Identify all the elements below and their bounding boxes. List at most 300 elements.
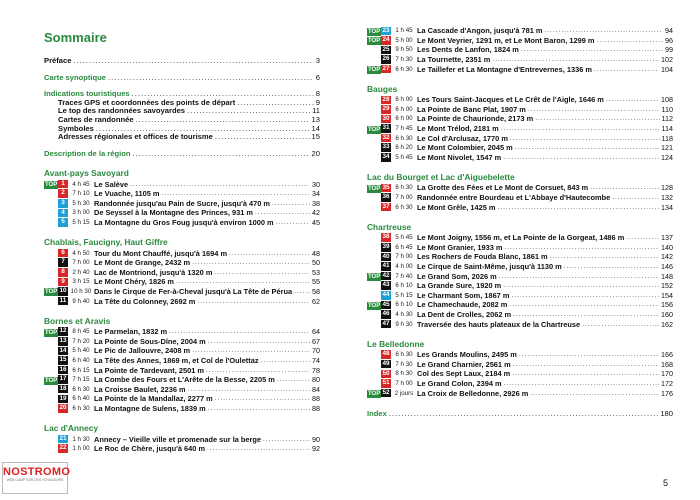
route-entry[interactable]: [44, 365, 320, 375]
route-name: Le Mont Joigny, 1556 m, et La Pointe de la Gorgeat, 1486 m: [417, 233, 625, 243]
route-name: De Seyssel à la Montagne des Princes, 931 m: [94, 208, 253, 218]
leader-dots: [596, 37, 663, 44]
route-entry[interactable]: [367, 105, 673, 115]
leader-dots: [208, 405, 310, 412]
toc-page: 8: [315, 89, 320, 99]
toc-page: 20: [311, 148, 320, 158]
leader-dots: [206, 367, 310, 374]
toc-page: 6: [315, 72, 320, 82]
toc-label: Description de la région: [44, 148, 131, 158]
route-section: [367, 172, 673, 212]
route-page: 34: [312, 189, 320, 199]
route-duration: 6 h 00: [395, 96, 413, 104]
toc-label: Préface: [44, 56, 72, 65]
route-number: 6: [58, 249, 68, 258]
route-entry[interactable]: [44, 287, 320, 297]
route-page: 53: [312, 267, 320, 277]
route-page: 146: [661, 261, 673, 271]
route-number: 27: [382, 64, 390, 72]
leader-dots: [513, 311, 659, 318]
toc-page: 14: [311, 123, 320, 133]
route-page: 42: [312, 208, 320, 218]
leader-dots: [263, 436, 310, 443]
route-page: 140: [661, 242, 673, 252]
route-entry[interactable]: [44, 356, 320, 366]
route-duration: 6 h 30: [395, 351, 413, 359]
route-duration: 6 h 15: [72, 366, 90, 374]
route-number: 33: [382, 143, 390, 151]
route-duration: 6 h 30: [395, 65, 413, 73]
route-name: Dans le Cirque de Fer-à-Cheval jusqu'à La Tête de Pérua: [94, 286, 293, 296]
toc-label: Indications touristiques: [44, 89, 130, 99]
route-entry[interactable]: [44, 394, 320, 404]
route-page: 45: [312, 218, 320, 228]
leader-dots: [237, 99, 314, 108]
route-number: 18: [59, 384, 67, 392]
top-badge-slot: [367, 388, 381, 398]
toc-label: Le top des randonnées savoyardes: [58, 106, 186, 116]
route-name: Le Grand Charnier, 2561 m: [417, 359, 511, 369]
route-section: [44, 423, 320, 453]
top-badge-slot: [44, 286, 58, 296]
route-page: 128: [661, 183, 673, 193]
route-name: Le Taillefer et La Montagne d'Entrevernes, 1336 m: [417, 64, 592, 74]
route-number: 16: [59, 365, 67, 373]
top-badge-slot: [44, 327, 58, 337]
leader-dots: [521, 46, 663, 53]
leader-dots: [176, 278, 310, 285]
toc-entry[interactable]: [44, 133, 320, 142]
toc-entry[interactable]: [44, 74, 320, 83]
leader-dots: [499, 273, 659, 280]
route-page: 88: [312, 403, 320, 413]
route-number: 50: [382, 369, 390, 377]
route-name: La Cascade d'Angon, jusqu'à 781 m: [417, 26, 543, 36]
leader-dots: [261, 357, 310, 364]
route-name: Les Rochers de Fouda Blanc, 1861 m: [417, 252, 548, 262]
leader-dots: [594, 66, 659, 73]
route-duration: 7 h 00: [395, 194, 413, 202]
toc-page: 15: [311, 132, 320, 142]
top-badge: TOP: [368, 126, 381, 133]
route-name: Annecy – Vieille ville et promenade sur la berge: [94, 434, 262, 444]
route-name: Le Parmelan, 1832 m: [94, 327, 168, 337]
leader-dots: [169, 328, 310, 335]
route-entry[interactable]: [367, 202, 673, 212]
logo-tagline: WEB CAMPTOIR DES VOYAGEURS: [6, 478, 64, 482]
leader-dots: [528, 106, 660, 113]
top-badge: TOP: [368, 302, 381, 309]
leader-dots: [187, 107, 310, 116]
route-number: 47: [382, 319, 390, 327]
route-number: 48: [382, 350, 390, 358]
index-page: 180: [660, 408, 673, 418]
route-duration: 9 h 50: [395, 46, 413, 54]
top-badge-slot: [367, 35, 381, 45]
route-name: Le Mont de Grange, 2432 m: [94, 258, 191, 268]
toc-label: Cartes de randonnée: [58, 114, 134, 124]
route-duration: 9 h 30: [395, 320, 413, 328]
route-entry[interactable]: [44, 434, 320, 444]
route-entry[interactable]: [367, 36, 673, 46]
route-entry[interactable]: [367, 310, 673, 320]
route-page: 88: [312, 394, 320, 404]
route-name: Randonnée entre Bourdeau et L'Abbaye d'Hautecombe: [417, 193, 611, 203]
route-page: 160: [661, 309, 673, 319]
section-heading: Lac d'Annecy: [44, 423, 99, 434]
route-name: Le Chamechaude, 2082 m: [417, 300, 508, 310]
route-number: 25: [382, 45, 390, 53]
leader-dots: [133, 150, 310, 159]
route-entry[interactable]: [367, 95, 673, 105]
index-entry[interactable]: [367, 410, 673, 419]
route-entry[interactable]: [44, 248, 320, 258]
route-entry[interactable]: [367, 243, 673, 253]
route-duration: 7 h 45: [395, 125, 413, 133]
route-name: Le Salève: [94, 179, 129, 189]
route-entry[interactable]: [44, 268, 320, 278]
leader-dots: [503, 282, 659, 289]
route-page: 166: [661, 350, 673, 360]
route-name: Le Mont Granier, 1933 m: [417, 242, 503, 252]
route-duration: 1 h 45: [395, 27, 413, 35]
route-entry[interactable]: [44, 277, 320, 287]
route-duration: 5 h 30: [72, 199, 90, 207]
route-duration: 5 h 15: [72, 219, 90, 227]
toc-label: Carte synoptique: [44, 72, 107, 82]
leader-dots: [130, 181, 310, 188]
leader-dots: [73, 57, 313, 66]
leader-dots: [590, 184, 659, 191]
route-entry[interactable]: [367, 369, 673, 379]
route-entry[interactable]: [367, 262, 673, 272]
route-entry[interactable]: [367, 45, 673, 55]
route-name: La Montagne de Sulens, 1839 m: [94, 403, 206, 413]
route-page: 38: [312, 198, 320, 208]
route-entry[interactable]: [44, 404, 320, 414]
route-entry[interactable]: [44, 444, 320, 454]
route-entry[interactable]: [367, 55, 673, 65]
route-duration: 6 h 30: [395, 184, 413, 192]
route-entry[interactable]: [367, 143, 673, 153]
leader-dots: [255, 209, 310, 216]
route-number: 35: [382, 183, 390, 191]
top-badge: TOP: [368, 391, 381, 398]
route-page: 137: [661, 233, 673, 243]
route-duration: 2 jours: [394, 389, 414, 397]
route-name: La Grotte des Fées et Le Mont de Corsuet, 843 m: [417, 183, 589, 193]
route-number: 36: [382, 193, 390, 201]
toc-page: 9: [315, 97, 320, 107]
route-number: 8: [58, 268, 68, 277]
route-page: 84: [312, 384, 320, 394]
route-page: 30: [312, 179, 320, 189]
leader-dots: [276, 219, 310, 226]
route-number: 3: [58, 199, 68, 208]
route-page: 132: [661, 193, 673, 203]
route-duration: 5 h 45: [395, 153, 413, 161]
leader-dots: [197, 298, 310, 305]
route-entry[interactable]: [367, 114, 673, 124]
route-duration: 6 h 10: [395, 301, 413, 309]
route-duration: 10 h 30: [70, 287, 92, 295]
top-badge: TOP: [368, 274, 381, 281]
route-page: 176: [661, 388, 673, 398]
route-name: La Pointe de la Mandallaz, 2277 m: [94, 394, 213, 404]
route-entry[interactable]: [367, 252, 673, 262]
section-heading: Avant-pays Savoyard: [44, 168, 129, 179]
route-duration: 5 h 40: [72, 347, 90, 355]
route-name: Le Mont Trélod, 2181 m: [417, 124, 499, 134]
route-duration: 1 h 00: [72, 445, 90, 453]
route-page: 78: [312, 365, 320, 375]
route-name: Les Grands Moulins, 2495 m: [417, 350, 517, 360]
route-duration: 1 h 30: [72, 435, 90, 443]
top-badge-slot: [367, 26, 381, 36]
leader-dots: [207, 445, 310, 452]
route-number: 14: [59, 346, 67, 354]
route-number: 40: [382, 252, 390, 260]
route-entry[interactable]: [44, 218, 320, 228]
route-section: [367, 26, 673, 74]
leader-dots: [511, 292, 659, 299]
route-entry[interactable]: [44, 258, 320, 268]
route-entry[interactable]: [367, 290, 673, 300]
leader-dots: [626, 234, 659, 241]
route-number: 4: [58, 209, 68, 218]
route-duration: 7 h 10: [72, 190, 90, 198]
leader-dots: [550, 253, 659, 260]
leader-dots: [515, 144, 659, 151]
leader-dots: [530, 390, 659, 397]
route-name: Le Mont Nivolet, 1547 m: [417, 152, 502, 162]
route-name: La Croix de Belledonne, 2926 m: [417, 388, 529, 398]
route-page: 118: [661, 133, 673, 143]
route-entry[interactable]: [44, 346, 320, 356]
section-heading: Lac du Bourget et Lac d'Aiguebelette: [367, 172, 515, 183]
route-page: 168: [661, 359, 673, 369]
route-duration: 6 h 40: [72, 356, 90, 364]
route-entry[interactable]: [44, 179, 320, 189]
route-section: [44, 237, 320, 306]
route-entry[interactable]: [367, 350, 673, 360]
route-duration: 3 h 15: [72, 278, 90, 286]
route-page: 90: [312, 434, 320, 444]
route-page: 172: [661, 378, 673, 388]
route-number: 41: [382, 262, 390, 270]
route-duration: 7 h 00: [395, 379, 413, 387]
route-name: Le Mont Veyrier, 1291 m, et Le Mont Baron, 1299 m: [417, 35, 595, 45]
route-entry[interactable]: [367, 233, 673, 243]
toc-label: Adresses régionales et offices de tourisme: [58, 132, 213, 142]
leader-dots: [512, 370, 659, 377]
route-page: 134: [661, 202, 673, 212]
section-heading: Le Belledonne: [367, 338, 425, 349]
route-name: Le Roc de Chère, jusqu'à 640 m: [94, 444, 206, 454]
section-heading: Chablais, Faucigny, Haut Giffre: [44, 237, 168, 248]
top-badge-slot: [367, 124, 381, 134]
route-duration: 6 h 45: [395, 243, 413, 251]
route-entry[interactable]: [44, 336, 320, 346]
route-duration: 4 h 30: [395, 310, 413, 318]
route-entry[interactable]: [44, 375, 320, 385]
route-page: 162: [661, 319, 673, 329]
route-name: La Dent de Crolles, 2062 m: [417, 309, 512, 319]
route-page: 112: [661, 114, 673, 124]
route-page: 58: [312, 286, 320, 296]
route-page: 154: [661, 290, 673, 300]
route-name: Le Vuache, 1105 m: [94, 189, 160, 199]
index-label: Index: [367, 408, 387, 418]
route-name: La Pointe de Banc Plat, 1907 m: [417, 104, 526, 114]
route-duration: 4 h 45: [72, 180, 90, 188]
route-entry[interactable]: [367, 271, 673, 281]
route-duration: 6 h 00: [395, 105, 413, 113]
right-route-sections: [367, 26, 673, 398]
leader-dots: [108, 74, 314, 83]
route-name: Le Mont Chéry, 1826 m: [94, 277, 174, 287]
route-entry[interactable]: [367, 64, 673, 74]
route-number: 37: [382, 202, 390, 210]
route-duration: 9 h 40: [72, 297, 90, 305]
route-name: La Grande Sure, 1920 m: [417, 281, 502, 291]
section-heading: Bauges: [367, 83, 398, 94]
route-page: 148: [661, 271, 673, 281]
route-name: La Pointe de Sous-Dîne, 2004 m: [94, 336, 206, 346]
leader-dots: [208, 338, 310, 345]
route-duration: 7 h 30: [395, 56, 413, 64]
route-number: 24: [382, 36, 390, 44]
route-name: Col des Sept Laux, 2184 m: [417, 369, 511, 379]
route-entry[interactable]: [367, 281, 673, 291]
toc-label: Symboles: [58, 123, 94, 133]
route-number: 5: [58, 218, 68, 227]
route-entry[interactable]: [367, 183, 673, 193]
publisher-logo: [2, 462, 71, 494]
route-page: 110: [661, 104, 673, 114]
route-entry[interactable]: [367, 300, 673, 310]
route-page: 104: [661, 64, 673, 74]
route-entry[interactable]: [367, 26, 673, 36]
leader-dots: [214, 269, 310, 276]
leader-dots: [504, 244, 659, 251]
leader-dots: [510, 135, 660, 142]
route-duration: 6 h 00: [395, 115, 413, 123]
route-number: 42: [382, 271, 390, 279]
route-duration: 7 h 20: [72, 337, 90, 345]
route-name: Le Col d'Arclusaz, 1770 m: [417, 133, 508, 143]
route-duration: 6 h 40: [72, 395, 90, 403]
leader-dots: [497, 204, 659, 211]
top-badge: TOP: [45, 182, 58, 189]
route-name: La Pointe de Chaurionde, 2173 m: [417, 114, 534, 124]
route-number: 51: [382, 379, 390, 387]
leader-dots: [161, 190, 310, 197]
route-number: 19: [59, 394, 67, 402]
leader-dots: [582, 321, 659, 328]
leader-dots: [501, 125, 660, 132]
route-duration: 8 h 45: [72, 328, 90, 336]
leader-dots: [229, 250, 310, 257]
page-number: 5: [662, 478, 668, 488]
route-duration: 5 h 15: [395, 291, 413, 299]
route-entry[interactable]: [44, 199, 320, 209]
toc-entry[interactable]: [44, 57, 320, 66]
route-duration: 6 h 30: [395, 203, 413, 211]
route-page: 50: [312, 258, 320, 268]
leader-dots: [612, 194, 659, 201]
route-number: 44: [382, 291, 390, 299]
route-entry[interactable]: [44, 189, 320, 199]
route-name: Le Pic de Jallouvre, 2408 m: [94, 346, 191, 356]
route-name: Tour du Mont Chauffé, jusqu'à 1694 m: [94, 248, 228, 258]
route-number: 26: [382, 55, 390, 63]
leader-dots: [389, 410, 658, 419]
route-entry[interactable]: [44, 296, 320, 306]
toc-label: Traces GPS et coordonnées des points de départ: [58, 97, 236, 107]
route-name: Lac de Montriond, jusqu'à 1320 m: [94, 267, 213, 277]
top-badge: TOP: [45, 329, 58, 336]
route-section: [44, 168, 320, 227]
route-entry[interactable]: [367, 133, 673, 143]
leader-dots: [503, 154, 659, 161]
route-name: Les Dents de Lanfon, 1824 m: [417, 45, 519, 55]
route-number: 49: [382, 359, 390, 367]
route-entry[interactable]: [367, 319, 673, 329]
route-entry[interactable]: [367, 379, 673, 389]
route-number: 38: [382, 233, 390, 241]
top-badge: TOP: [368, 185, 381, 192]
route-name: La Pointe de Tardevant, 2501 m: [94, 365, 204, 375]
route-entry[interactable]: [44, 327, 320, 337]
leader-dots: [272, 200, 310, 207]
route-page: 80: [312, 375, 320, 385]
toc-entry[interactable]: [44, 150, 320, 159]
leader-dots: [136, 116, 310, 125]
leader-dots: [192, 347, 310, 354]
top-badge: TOP: [368, 38, 381, 45]
route-entry[interactable]: [367, 153, 673, 163]
top-badge-slot: [367, 183, 381, 193]
route-number: 11: [59, 296, 67, 304]
route-duration: 4 h 00: [395, 262, 413, 270]
route-duration: 5 h 45: [395, 234, 413, 242]
route-entry[interactable]: [367, 359, 673, 369]
route-name: La Tête du Colonney, 2692 m: [94, 296, 196, 306]
route-name: La Combe des Fours et L'Arête de la Besse, 2205 m: [94, 375, 275, 385]
route-page: 121: [661, 143, 673, 153]
top-badge: TOP: [45, 377, 58, 384]
route-page: 170: [661, 369, 673, 379]
route-entry[interactable]: [367, 124, 673, 134]
route-page: 99: [665, 45, 673, 55]
route-duration: 7 h 15: [72, 376, 90, 384]
leader-dots: [545, 27, 664, 34]
route-number: 45: [382, 300, 390, 308]
section-heading: Chartreuse: [367, 221, 412, 232]
route-entry[interactable]: [367, 193, 673, 203]
route-entry[interactable]: [367, 388, 673, 398]
route-page: 156: [661, 300, 673, 310]
route-duration: 6 h 30: [395, 134, 413, 142]
leader-dots: [509, 301, 659, 308]
route-entry[interactable]: [44, 384, 320, 394]
route-page: 108: [661, 95, 673, 105]
route-number: 12: [59, 327, 67, 335]
route-entry[interactable]: [44, 208, 320, 218]
leader-dots: [192, 259, 310, 266]
route-page: 62: [312, 296, 320, 306]
